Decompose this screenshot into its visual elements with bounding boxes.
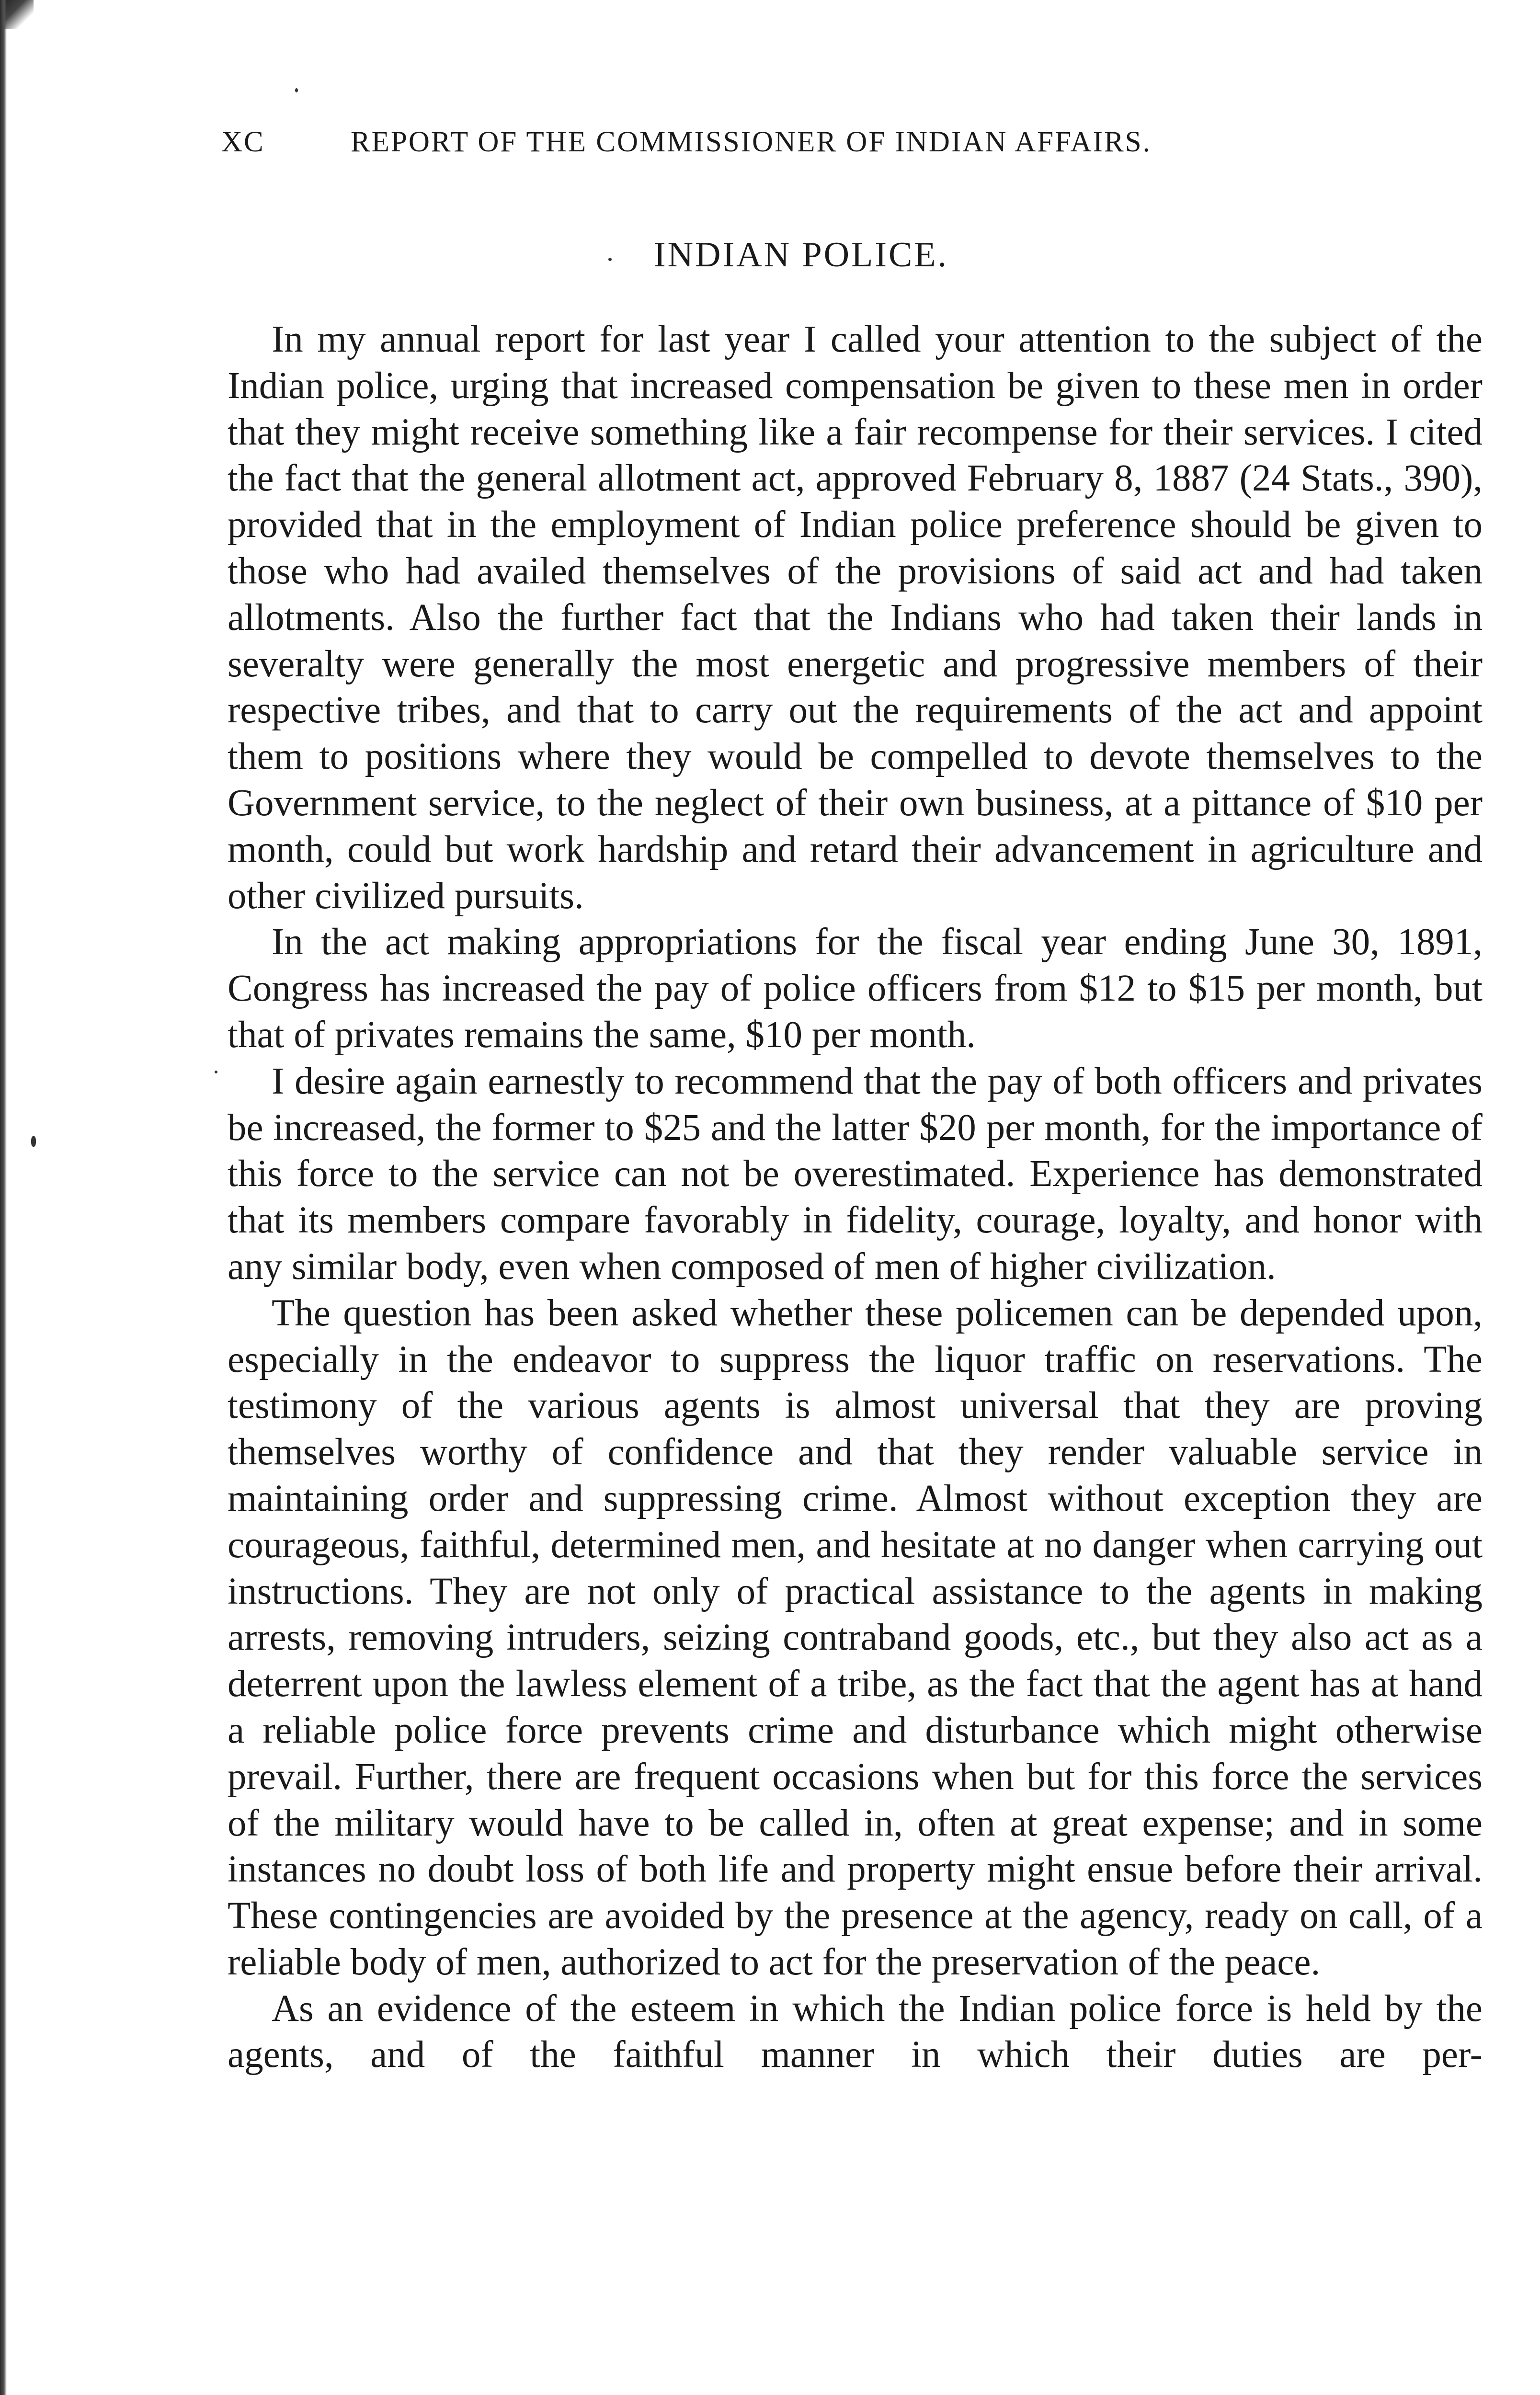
paragraph: The question has been asked whether these policemen can be depended upon, especially in the endeavor to suppress the liquor traffic on reservations. The testimony of the various agents is almost universal that they are proving themselves worthy of confidence and that they render valuable service in maintaining order and suppressing crime. Almost without exception they are courageous, faithful, determined men, and hesitate at no danger when carrying out instructions. They are not only of practical assistance to the agents in making arrests, removing intruders, seizing contraband goods, etc., but they also act as a deterrent upon the lawless element of a tribe, as the fact that the agent has at hand a reliable police force prevents crime and disturbance which might otherwise prevail. Further, there are frequent occasions when but for this force the services of the military would have to be called in, often at great expense; and in some instances no doubt loss of both life and property might ensue before their arrival. These contingencies are avoided by the presence at the agency, ready on call, of a reliable body of men, authorized to act for the preservation of the peace.: [228, 1292, 1483, 1983]
section-title: INDIAN POLICE.: [653, 235, 949, 274]
scan-left-edge: [0, 0, 7, 2395]
running-title: REPORT OF THE COMMISSIONER OF INDIAN AFFAIRS.: [351, 126, 1152, 158]
page-folio: XC: [221, 126, 265, 158]
body-text: [228, 317, 1483, 2078]
paragraph: In my annual report for last year I called your attention to the subject of the Indian police, urging that increased compensation be given to these men in order that they might receive something like a fair recompense for their services. I cited the fact that the general allotment act, approved February 8, 1887 (24 Stats., 390), provided that in the employment of Indian police preference should be given to those who had availed themselves of the provisions of said act and had taken allotments. Also the further fact that the Indians who had taken their lands in severalty were generally the most energetic and progressive members of their respective tribes, and that to carry out the requirements of the act and appoint them to positions where they would be compelled to devote themselves to the Government service, to the neglect of their own business, at a pittance of $10 per month, could but work hardship and retard their advancement in agriculture and other civilized pursuits.: [228, 319, 1483, 917]
scan-speck: [295, 88, 298, 92]
paragraph: I desire again earnestly to recommend that the pay of both officers and privates be increased, the former to $25 and the latter $20 per month, for the importance of this force to the service can not be overestimated. Experience has demonstrated that its members compare favorably in fidelity, courage, loyalty, and honor with any similar body, even when composed of men of higher civilization.: [228, 1060, 1483, 1288]
scan-speck: [31, 1136, 36, 1147]
scan-speck: [215, 1071, 217, 1073]
running-head: [221, 125, 1376, 164]
paragraph: As an evidence of the esteem in which the Indian police force is held by the agents, and of the faithful manner in which their duties are per-: [228, 1987, 1483, 2076]
paragraph: In the act making appropriations for the fiscal year ending June 30, 1891, Congress has increased the pay of police officers from $12 to $15 per month, but that of privates remains the same, $10 per month.: [228, 921, 1483, 1056]
